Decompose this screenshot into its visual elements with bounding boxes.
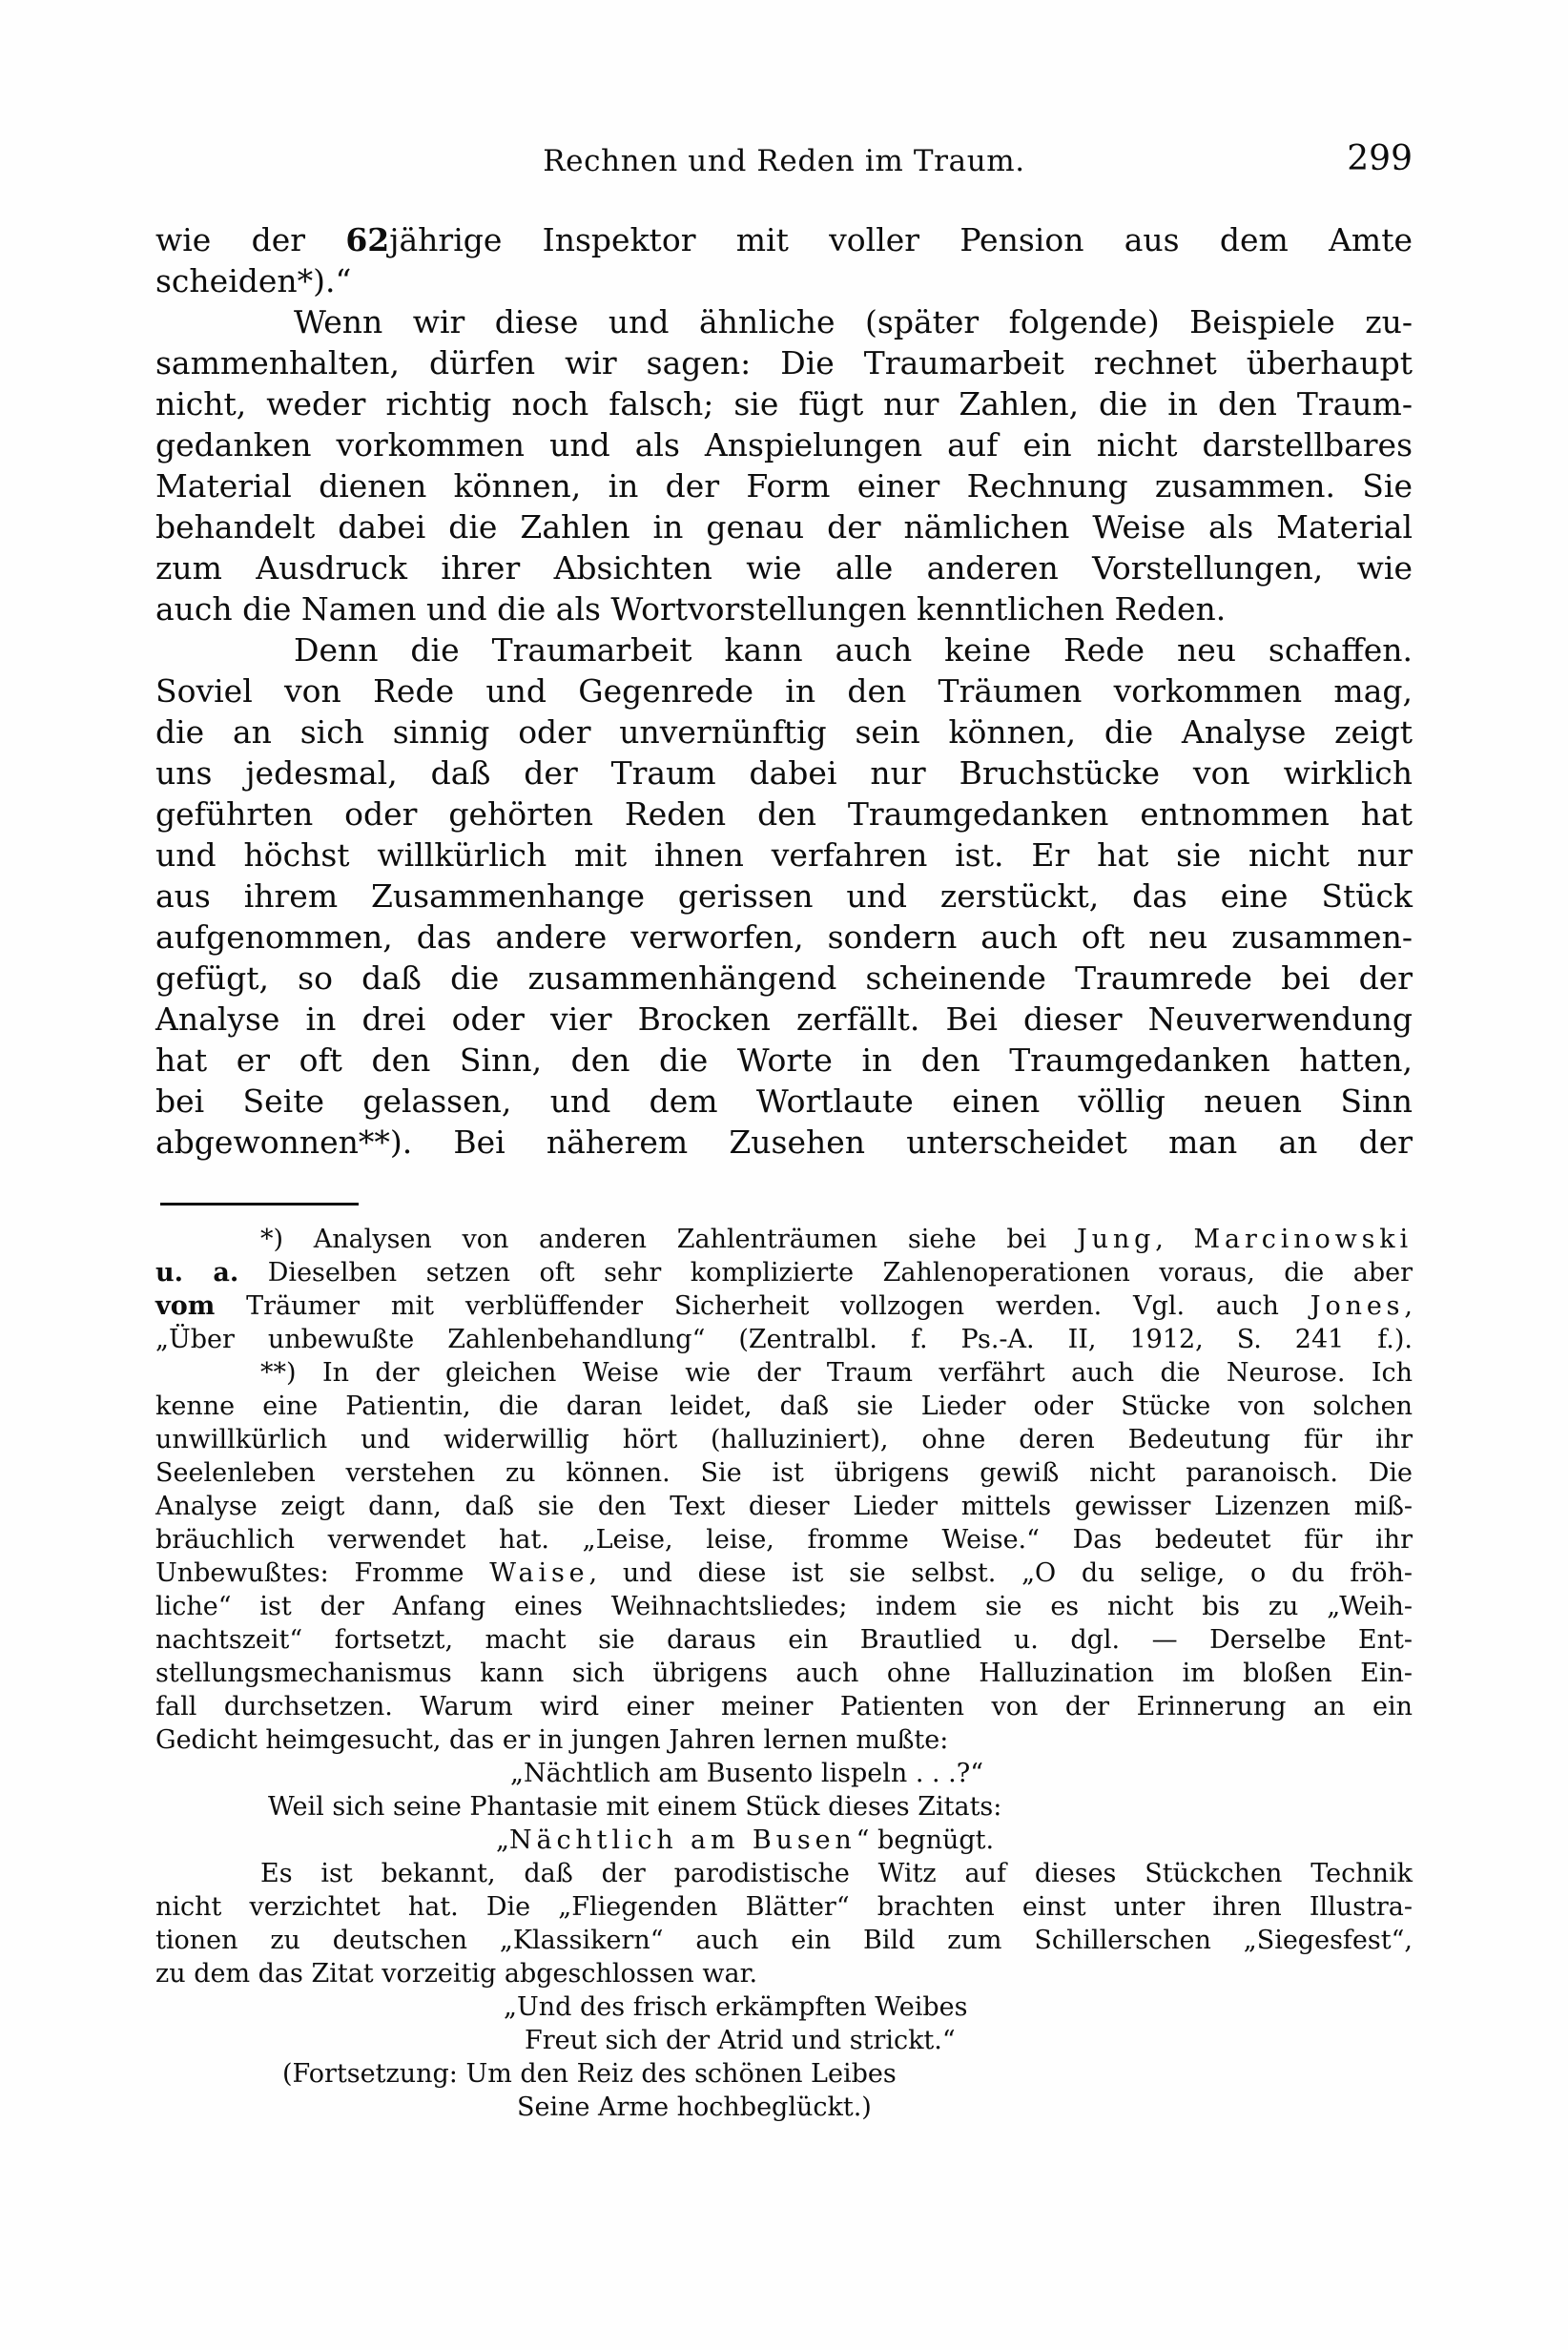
text-segment: , <box>1155 1225 1194 1254</box>
text-line <box>155 1690 1413 1723</box>
text-segment: scheiden*).“ <box>155 262 352 299</box>
text-segment: gedanken vorkommen und als Anspielungen auf ein nicht darstellbares <box>155 426 1413 464</box>
text-line <box>155 1423 1413 1456</box>
text-line <box>155 1556 1413 1590</box>
text-segment: „Über unbewußte Zahlenbehandlung“ (Zentralbl. f. Ps.-A. II, 1912, S. 241 f.). <box>155 1325 1413 1354</box>
text-line <box>155 1924 1413 1957</box>
text-line <box>155 1356 1413 1390</box>
text-segment: gefügt, so daß die zusammenhängend scheinende Traumrede bei der <box>155 959 1413 997</box>
text-segment: wie der <box>155 221 346 258</box>
text-line <box>155 547 1413 588</box>
text-line <box>155 1890 1413 1924</box>
text-line <box>155 1081 1413 1122</box>
text-segment: aufgenommen, das andere verworfen, sondern auch oft neu zusammen- <box>155 918 1413 956</box>
text-segment: stellungsmechanismus kann sich übrigens auch ohne Halluzination im bloßen Ein- <box>155 1659 1413 1688</box>
text-segment: sammenhalten, dürfen wir sagen: Die Traumarbeit rechnet überhaupt <box>155 344 1413 381</box>
text-segment: Freut sich der Atrid und strickt.“ <box>525 2026 956 2055</box>
text-line <box>155 219 1413 260</box>
text-segment: (Fortsetzung: Um den Reiz des schönen Leibes <box>282 2059 897 2089</box>
text-segment: Jung <box>1076 1225 1156 1254</box>
text-segment: abgewonnen**). Bei näherem Zusehen unterscheidet man an der <box>155 1123 1413 1161</box>
text-line <box>155 1289 1413 1323</box>
text-line <box>525 2024 1413 2057</box>
text-segment: Waise <box>489 1558 589 1588</box>
text-line <box>155 383 1413 424</box>
text-line <box>155 711 1413 752</box>
text-segment: auch die Namen und die als Wortvorstellungen kenntlichen Reden. <box>155 590 1227 628</box>
text-segment: hat er oft den Sinn, den die Worte in den Traumgedanken hatten, <box>155 1041 1413 1079</box>
text-segment: Jones <box>1310 1291 1405 1321</box>
text-segment: **) In der gleichen Weise wie der Traum verfährt auch die Neurose. Ich <box>260 1358 1413 1388</box>
text-line <box>155 794 1413 835</box>
text-segment: , und diese ist sie selbst. „O du selige, o du fröh- <box>588 1558 1413 1588</box>
text-segment: Material dienen können, in der Form einer Rechnung zusammen. Sie <box>155 467 1413 505</box>
text-line <box>510 1757 1413 1790</box>
text-segment: Dieselben setzen oft sehr komplizierte Zahlenoperationen voraus, die aber <box>238 1258 1413 1288</box>
text-line <box>517 2091 1413 2124</box>
text-segment: Analyse zeigt dann, daß sie den Text dieser Lieder mittels gewisser Lizenzen miß- <box>155 1492 1413 1521</box>
text-segment: jährige Inspektor mit voller Pension aus dem Amte <box>389 221 1413 258</box>
text-line <box>155 1323 1413 1356</box>
footnote-block <box>155 1223 1413 2124</box>
text-segment: kenne eine Patientin, die daran leidet, daß sie Lieder oder Stücke von solchen <box>155 1391 1413 1421</box>
text-line <box>155 465 1413 506</box>
text-segment: und höchst willkürlich mit ihnen verfahren ist. Er hat sie nicht nur <box>155 836 1413 874</box>
text-segment: fall durchsetzen. Warum wird einer meiner Patienten von der Erinnerung an ein <box>155 1692 1413 1721</box>
text-segment: Wenn wir diese und ähnliche (später folgende) Beispiele zu- <box>294 303 1413 340</box>
text-line <box>155 260 1413 301</box>
text-segment: 62 <box>345 221 390 258</box>
text-segment: Marcinowski <box>1193 1225 1413 1254</box>
text-line <box>155 1857 1413 1890</box>
text-line <box>155 1223 1413 1256</box>
text-line <box>155 1590 1413 1623</box>
text-segment: uns jedesmal, daß der Traum dabei nur Bruchstücke von wirklich <box>155 754 1413 792</box>
text-line <box>155 958 1413 999</box>
text-segment: Gedicht heimgesucht, das er in jungen Jahren lernen mußte: <box>155 1725 949 1755</box>
text-segment: „ <box>496 1825 509 1855</box>
text-line <box>155 1456 1413 1490</box>
text-line <box>155 670 1413 711</box>
text-line <box>155 629 1413 670</box>
text-segment: *) Analysen von anderen Zahlenträumen siehe bei <box>260 1225 1077 1254</box>
text-segment: unwillkürlich und widerwillig hört (halluziniert), ohne deren Bedeutung für ihr <box>155 1425 1413 1454</box>
text-segment: die an sich sinnig oder unvernünftig sein können, die Analyse zeigt <box>155 713 1413 751</box>
text-line <box>282 2057 1413 2091</box>
text-line <box>155 917 1413 958</box>
text-line <box>155 1040 1413 1081</box>
text-line <box>496 1824 1413 1857</box>
text-segment: bräuchlich verwendet hat. „Leise, leise, fromme Weise.“ Das bedeutet für ihr <box>155 1525 1413 1555</box>
text-line <box>155 1490 1413 1523</box>
main-text-block <box>155 219 1413 1163</box>
text-line <box>155 588 1413 629</box>
text-segment: Seine Arme hochbeglückt.) <box>517 2092 872 2122</box>
text-line <box>155 1122 1413 1163</box>
text-segment: Denn die Traumarbeit kann auch keine Rede neu schaffen. <box>294 631 1413 669</box>
text-segment: Es ist bekannt, daß der parodistische Witz auf dieses Stückchen Technik <box>260 1859 1413 1888</box>
text-segment: “ begnügt. <box>856 1825 995 1855</box>
text-segment: Analyse in drei oder vier Brocken zerfällt. Bei dieser Neuverwendung <box>155 1000 1413 1038</box>
text-segment: geführten oder gehörten Reden den Traumgedanken entnommen hat <box>155 795 1413 833</box>
text-segment: vom <box>155 1291 216 1321</box>
text-line <box>155 1256 1413 1289</box>
text-segment: u. a. <box>155 1258 239 1288</box>
page-header <box>155 139 1413 181</box>
text-line <box>155 752 1413 794</box>
text-line <box>155 342 1413 383</box>
text-segment: „Und des frisch erkämpften Weibes <box>504 1992 968 2022</box>
text-line <box>155 1623 1413 1657</box>
text-line <box>268 1790 1413 1824</box>
page-number: 299 <box>1347 139 1413 178</box>
text-line <box>155 1723 1413 1757</box>
text-segment: nicht, weder richtig noch falsch; sie fügt nur Zahlen, die in den Traum- <box>155 385 1413 423</box>
text-segment: nicht verzichtet hat. Die „Fliegenden Blätter“ brachten einst unter ihren Illustra- <box>155 1892 1413 1922</box>
text-segment: liche“ ist der Anfang eines Weihnachtsliedes; indem sie es nicht bis zu „Weih- <box>155 1592 1413 1621</box>
text-segment: Nächtlich am Busen <box>509 1825 856 1855</box>
text-segment: nachtszeit“ fortsetzt, macht sie daraus ein Brautlied u. dgl. — Derselbe Ent- <box>155 1625 1413 1655</box>
text-line <box>155 1657 1413 1690</box>
text-line <box>155 999 1413 1040</box>
text-segment: Träumer mit verblüffender Sicherheit vollzogen werden. Vgl. auch <box>215 1291 1310 1321</box>
text-segment: Unbewußtes: Fromme <box>155 1558 490 1588</box>
text-line <box>155 1390 1413 1423</box>
text-segment: Weil sich seine Phantasie mit einem Stück dieses Zitats: <box>268 1792 1002 1822</box>
text-segment: tionen zu deutschen „Klassikern“ auch ein Bild zum Schillerschen „Siegesfest“, <box>155 1926 1413 1955</box>
text-segment: „Nächtlich am Busento lispeln . . .?“ <box>510 1759 984 1788</box>
text-line <box>155 1957 1413 1990</box>
text-line <box>155 301 1413 342</box>
text-line <box>155 506 1413 547</box>
text-segment: behandelt dabei die Zahlen in genau der nämlichen Weise als Material <box>155 508 1413 546</box>
text-line <box>155 876 1413 917</box>
text-segment: Seelenleben verstehen zu können. Sie ist übrigens gewiß nicht paranoisch. Die <box>155 1458 1413 1488</box>
text-segment: zum Ausdruck ihrer Absichten wie alle anderen Vorstellungen, wie <box>155 549 1413 587</box>
text-line <box>155 1523 1413 1556</box>
text-line <box>504 1990 1413 2024</box>
text-segment: Soviel von Rede und Gegenrede in den Träumen vorkommen mag, <box>155 672 1413 710</box>
text-line <box>155 835 1413 876</box>
running-head-title: Rechnen und Reden im Traum. <box>543 144 1025 178</box>
text-segment: , <box>1404 1291 1413 1321</box>
text-line <box>155 424 1413 465</box>
text-segment: zu dem das Zitat vorzeitig abgeschlossen war. <box>155 1959 758 1989</box>
text-segment: aus ihrem Zusammenhange gerissen und zerstückt, das eine Stück <box>155 877 1413 915</box>
footnote-separator <box>160 1203 359 1206</box>
text-segment: bei Seite gelassen, und dem Wortlaute einen völlig neuen Sinn <box>155 1082 1413 1120</box>
